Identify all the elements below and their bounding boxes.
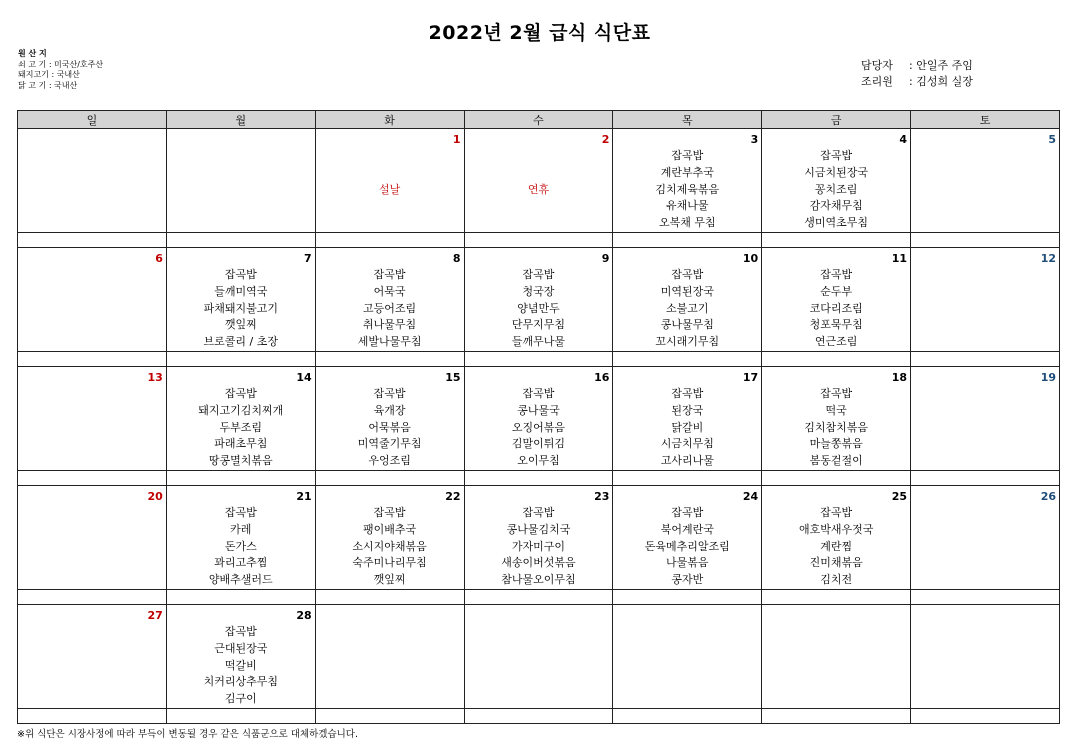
menu-item: 콩나물국 [517,403,560,417]
day-number: 22 [445,489,461,503]
day-cell [464,485,613,589]
spacer-cell [911,589,1060,604]
holiday-label: 설날 [378,183,401,196]
menu-item: 북어계란국 [660,522,714,536]
menu-item: 미역줄기무침 [357,437,422,451]
weekday-header: 월 [166,111,315,129]
menu-item: 잡곡밥 [671,505,704,519]
day-cell [18,366,167,470]
menu-item: 김구이 [224,692,257,706]
day-number: 26 [1040,489,1056,503]
spacer-cell [166,470,315,485]
menu-list [762,148,910,232]
spacer-cell [18,351,167,366]
spacer-cell [911,470,1060,485]
menu-item: 김말이튀김 [511,437,566,451]
day-cell [613,247,762,351]
menu-item: 떡갈비 [224,658,257,672]
menu-list [167,624,315,708]
spacer-cell [464,470,613,485]
spacer-cell [613,232,762,247]
day-cell [762,485,911,589]
day-cell [464,129,613,233]
day-cell [613,129,762,233]
menu-item: 떡국 [825,403,847,417]
day-number: 18 [891,370,908,384]
menu-item: 김치제육볶음 [655,182,720,196]
spacer-cell [613,708,762,723]
day-number: 19 [1040,370,1056,384]
menu-item: 돈가스 [224,539,257,553]
day-cell [18,485,167,589]
menu-item: 잡곡밥 [820,267,853,281]
spacer-cell [613,589,762,604]
menu-item: 고사리나물 [660,454,714,468]
menu-item: 육개장 [373,403,406,417]
day-cell [464,604,613,708]
menu-item: 근대된장국 [214,641,268,655]
menu-item: 잡곡밥 [522,386,555,400]
menu-item: 돈육메추리알조림 [644,539,730,553]
menu-item: 들깨무나물 [511,335,566,349]
menu-item: 잡곡밥 [224,386,257,400]
menu-item: 잡곡밥 [373,267,406,281]
menu-item: 나물볶음 [666,556,709,570]
spacer-cell [613,351,762,366]
menu-item: 유채나물 [666,199,709,213]
menu-item: 시금치된장국 [804,165,869,179]
menu-item: 생미역초무침 [804,216,869,230]
holiday-label: 연휴 [527,183,550,196]
staff-cook-label: 조리원 [861,74,893,88]
week-row [18,129,1060,233]
menu-list [613,148,761,232]
day-cell [911,485,1060,589]
day-cell [464,247,613,351]
menu-item: 잡곡밥 [820,505,853,519]
menu-item: 꽈리고추찜 [214,556,268,570]
menu-item: 마늘쫑볶음 [809,437,863,451]
menu-list [167,505,315,589]
meal-calendar [17,110,1060,724]
menu-item: 잡곡밥 [820,149,853,162]
menu-item: 계란찜 [820,539,853,553]
menu-item: 김치전 [820,573,853,587]
spacer-cell [315,470,464,485]
day-cell [911,366,1060,470]
weekday-header: 일 [18,111,167,129]
menu-item: 잡곡밥 [373,386,406,400]
day-number: 4 [899,133,908,146]
origin-line-beef: 쇠 고 기 : 미국산/호주산 [18,59,104,69]
spacer-row [18,232,1060,247]
spacer-cell [166,589,315,604]
weekday-header: 토 [911,111,1060,129]
menu-item: 돼지고기김치찌개 [198,403,284,417]
menu-item: 미역된장국 [660,284,714,298]
week-row [18,485,1060,589]
menu-item: 연근조림 [814,335,858,349]
menu-list [167,386,315,470]
menu-item: 오복채 무침 [658,216,716,230]
day-cell [911,604,1060,708]
menu-item: 계란부추국 [660,165,714,179]
spacer-cell [166,708,315,723]
spacer-cell [762,708,911,723]
day-number: 23 [594,489,610,503]
menu-list [465,386,613,470]
day-cell [166,604,315,708]
day-cell [315,604,464,708]
day-cell [762,247,911,351]
day-number: 13 [147,370,163,384]
day-cell [18,247,167,351]
day-cell [762,604,911,708]
spacer-cell [613,470,762,485]
menu-item: 청포묵무침 [809,318,863,332]
menu-item: 두부조림 [219,420,263,434]
day-number: 2 [601,133,610,146]
menu-item: 양배추샐러드 [208,573,273,587]
spacer-cell [315,232,464,247]
spacer-cell [464,232,613,247]
menu-item: 양념만두 [517,301,560,315]
spacer-cell [762,589,911,604]
day-number: 9 [601,251,610,265]
menu-item: 들깨미역국 [214,284,268,298]
menu-item: 꼬시래기무침 [655,335,720,349]
menu-item: 청국장 [522,284,555,298]
weekday-header: 수 [464,111,613,129]
weekday-header: 금 [762,111,911,129]
menu-list [613,267,761,351]
staff-manager [861,58,973,74]
day-cell [762,366,911,470]
menu-item: 잡곡밥 [373,505,406,519]
spacer-cell [464,589,613,604]
spacer-cell [762,351,911,366]
spacer-cell [166,232,315,247]
weekday-header-row [18,111,1060,129]
menu-list [762,505,910,589]
calendar-body [18,129,1060,724]
spacer-cell [18,232,167,247]
menu-list [316,267,464,351]
day-number: 3 [750,133,759,146]
menu-item: 콩나물김치국 [506,522,571,536]
menu-list [167,267,315,351]
menu-item: 잡곡밥 [224,267,257,281]
menu-item: 잡곡밥 [671,149,704,162]
menu-item: 깻잎찌 [224,318,257,332]
menu-item: 진미채볶음 [809,556,863,570]
menu-item: 치커리상추무침 [203,675,278,689]
spacer-row [18,708,1060,723]
menu-item: 땅콩멸치볶음 [208,454,273,468]
menu-item: 오징어볶음 [511,420,566,434]
weekday-header: 화 [315,111,464,129]
day-number: 11 [891,251,908,265]
day-number: 7 [304,251,312,265]
menu-item: 카레 [230,522,252,536]
menu-list [762,386,910,470]
menu-item: 된장국 [671,403,704,417]
menu-item: 코다리조림 [809,301,863,315]
menu-list [465,267,613,351]
menu-item: 김치참치볶음 [804,420,869,434]
day-cell [613,485,762,589]
menu-item: 봄동겉절이 [809,454,863,468]
day-number: 24 [742,489,759,503]
spacer-cell [762,470,911,485]
day-cell [166,247,315,351]
spacer-cell [315,351,464,366]
menu-item: 취나물무침 [363,318,417,332]
menu-list [465,505,613,589]
day-number: 10 [742,251,759,265]
spacer-cell [464,708,613,723]
spacer-cell [911,708,1060,723]
menu-list [316,505,464,589]
spacer-cell [18,589,167,604]
origin-heading: 원 산 지 [18,49,47,58]
menu-item: 닭갈비 [671,420,704,434]
menu-item: 잡곡밥 [820,386,853,400]
day-cell [315,247,464,351]
page-title: 2022년 2월 급식 식단표 [428,22,651,44]
day-cell [911,129,1060,233]
day-cell [613,604,762,708]
menu-item: 단무지무침 [511,318,566,332]
day-number: 6 [155,251,163,265]
menu-item: 소불고기 [666,301,709,315]
menu-item: 숙주미나리무침 [352,556,427,570]
day-cell [613,366,762,470]
menu-item: 콩나물무침 [660,318,714,332]
day-cell [18,129,167,233]
day-cell [464,366,613,470]
spacer-row [18,589,1060,604]
day-number: 27 [147,608,163,622]
spacer-cell [166,351,315,366]
day-number: 1 [452,133,461,146]
day-number: 25 [891,489,908,503]
day-cell [18,604,167,708]
menu-item: 콩자반 [671,573,704,587]
day-number: 21 [296,489,312,503]
menu-item: 팽이배추국 [363,522,417,536]
menu-item: 어묵국 [373,284,406,298]
menu-item: 어묵볶음 [368,420,411,434]
day-number: 20 [147,489,163,503]
menu-item: 소시지야채볶음 [352,539,427,553]
day-cell [166,485,315,589]
menu-item: 깻잎찌 [373,573,406,587]
day-number: 14 [296,370,312,384]
footnote: ※위 식단은 시장사정에 따라 부득이 변동될 경우 같은 식품군으로 대체하겠습니다. [17,729,358,740]
menu-item: 파채돼지불고기 [203,301,278,315]
day-number: 15 [445,370,461,384]
day-number: 12 [1040,251,1056,265]
menu-list [613,386,761,470]
menu-item: 잡곡밥 [224,505,257,519]
menu-item: 감자채무침 [809,199,863,213]
day-number: 5 [1048,133,1056,146]
menu-item: 잡곡밥 [671,386,704,400]
menu-item: 가자미구이 [511,539,566,553]
origin-info [18,49,103,91]
staff-manager-value: : 안일주 주임 [909,59,973,72]
menu-item: 세발나물무침 [357,335,422,349]
spacer-cell [315,708,464,723]
menu-item: 파래초무침 [214,437,268,451]
spacer-cell [911,232,1060,247]
day-cell [762,129,911,233]
staff-cook-value: : 김성희 실장 [909,74,973,88]
week-row [18,366,1060,470]
spacer-cell [315,589,464,604]
day-number: 17 [742,370,759,384]
menu-item: 우엉조림 [368,454,411,468]
menu-item: 꽁치조림 [814,182,858,196]
weekday-header: 목 [613,111,762,129]
menu-list [316,386,464,470]
menu-item: 잡곡밥 [671,267,704,281]
menu-item: 브로콜리 / 초장 [203,335,278,349]
staff-manager-label: 담당자 [861,59,893,72]
week-row [18,247,1060,351]
day-cell [315,129,464,233]
menu-item: 새송이버섯볶음 [501,556,576,570]
menu-list [762,267,910,351]
day-cell [911,247,1060,351]
day-number: 16 [594,370,610,384]
day-cell [166,366,315,470]
week-row [18,604,1060,708]
day-number: 28 [296,608,312,622]
menu-item: 잡곡밥 [224,624,257,638]
spacer-cell [464,351,613,366]
menu-item: 고등어조림 [363,301,417,315]
menu-item: 순두부 [820,284,853,298]
day-cell [166,129,315,233]
menu-item: 오이무침 [517,454,560,468]
menu-item: 시금치무침 [660,437,714,451]
day-cell [315,485,464,589]
spacer-cell [911,351,1060,366]
origin-line-pork: 돼지고기 : 국내산 [18,70,80,79]
spacer-cell [762,232,911,247]
spacer-row [18,351,1060,366]
spacer-cell [18,470,167,485]
menu-item: 잡곡밥 [522,505,555,519]
origin-line-chicken: 닭 고 기 : 국내산 [18,80,78,90]
spacer-row [18,470,1060,485]
menu-item: 애호박새우젓국 [798,522,874,536]
spacer-cell [18,708,167,723]
menu-list [613,505,761,589]
day-number: 8 [452,251,461,265]
staff-info [861,58,973,89]
staff-cook [861,74,973,90]
menu-item: 잡곡밥 [522,267,555,281]
menu-item: 참나물오이무침 [501,573,576,587]
day-cell [315,366,464,470]
